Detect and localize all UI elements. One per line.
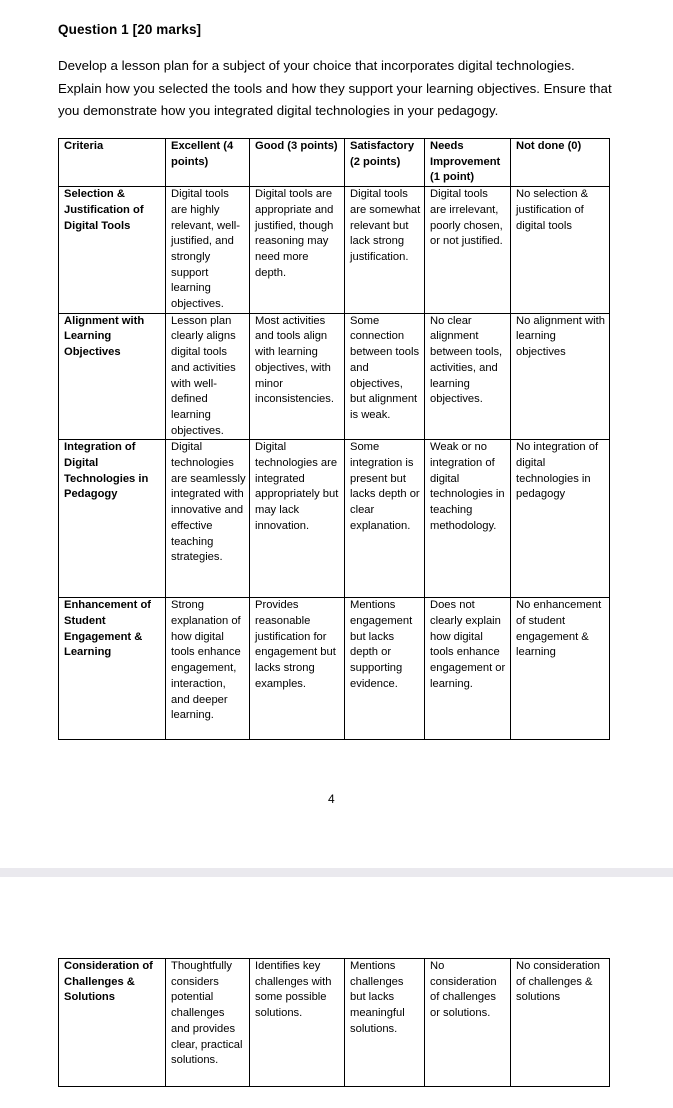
excellent-cell: Strong explanation of how digital tools enhance engagement, interaction, and deeper learning. (166, 598, 250, 740)
header-not-done: Not done (0) (511, 139, 610, 187)
excellent-cell: Digital tools are highly relevant, well-justified, and strongly support learning objectives. (166, 187, 250, 314)
rubric-row (59, 440, 610, 598)
criteria-cell: Alignment with Learning Objectives (59, 313, 166, 440)
excellent-cell: Digital technologies are seamlessly integrated with innovative and effective teaching strategies. (166, 440, 250, 598)
satisfactory-cell: Some connection between tools and objectives, but alignment is weak. (345, 313, 425, 440)
criteria-cell: Selection & Justification of Digital Tools (59, 187, 166, 314)
needs-improvement-cell: No clear alignment between tools, activities, and learning objectives. (425, 313, 511, 440)
criteria-cell: Consideration of Challenges & Solutions (59, 959, 166, 1087)
good-cell: Digital tools are appropriate and justified, though reasoning may need more depth. (250, 187, 345, 314)
good-cell: Provides reasonable justification for engagement but lacks strong examples. (250, 598, 345, 740)
header-satisfactory: Satisfactory (2 points) (345, 139, 425, 187)
good-cell: Digital technologies are integrated appropriately but may lack innovation. (250, 440, 345, 598)
needs-improvement-cell: No consideration of challenges or solutions. (425, 959, 511, 1087)
not-done-cell: No selection & justification of digital tools (511, 187, 610, 314)
excellent-cell: Thoughtfully considers potential challenges and provides clear, practical solutions. (166, 959, 250, 1087)
criteria-cell: Integration of Digital Technologies in Pedagogy (59, 440, 166, 598)
good-cell: Most activities and tools align with learning objectives, with minor inconsistencies. (250, 313, 345, 440)
header-excellent: Excellent (4 points) (166, 139, 250, 187)
criteria-cell: Enhancement of Student Engagement & Learning (59, 598, 166, 740)
question-prompt: Develop a lesson plan for a subject of your choice that incorporates digital technologies. Explain how you selected the tools and how they support your learning objectives. Ensure that you demonstrate how you integrated digital technologies in your pedagogy. (58, 58, 612, 118)
not-done-cell: No integration of digital technologies in pedagogy (511, 440, 610, 598)
excellent-cell: Lesson plan clearly aligns digital tools and activities with well-defined learning objectives. (166, 313, 250, 440)
rubric-table (58, 138, 610, 740)
rubric-row (59, 187, 610, 314)
question-title: Question 1 [20 marks] (58, 22, 202, 37)
satisfactory-cell: Mentions engagement but lacks depth or supporting evidence. (345, 598, 425, 740)
good-cell: Identifies key challenges with some possible solutions. (250, 959, 345, 1087)
not-done-cell: No enhancement of student engagement & learning (511, 598, 610, 740)
rubric-row (59, 598, 610, 740)
satisfactory-cell: Mentions challenges but lacks meaningful solutions. (345, 959, 425, 1087)
header-needs-improvement: Needs Improvement (1 point) (425, 139, 511, 187)
not-done-cell: No consideration of challenges & solutions (511, 959, 610, 1087)
rubric-row (59, 959, 610, 1087)
page-separator (0, 868, 673, 877)
needs-improvement-cell: Weak or no integration of digital technologies in teaching methodology. (425, 440, 511, 598)
header-good: Good (3 points) (250, 139, 345, 187)
satisfactory-cell: Digital tools are somewhat relevant but lack strong justification. (345, 187, 425, 314)
satisfactory-cell: Some integration is present but lacks depth or clear explanation. (345, 440, 425, 598)
rubric-header-row (59, 139, 610, 187)
not-done-cell: No alignment with learning objectives (511, 313, 610, 440)
header-criteria: Criteria (59, 139, 166, 187)
rubric-row (59, 313, 610, 440)
needs-improvement-cell: Does not clearly explain how digital tools enhance engagement or learning. (425, 598, 511, 740)
page-number: 4 (328, 792, 335, 806)
needs-improvement-cell: Digital tools are irrelevant, poorly chosen, or not justified. (425, 187, 511, 314)
rubric-table-continued (58, 958, 610, 1087)
